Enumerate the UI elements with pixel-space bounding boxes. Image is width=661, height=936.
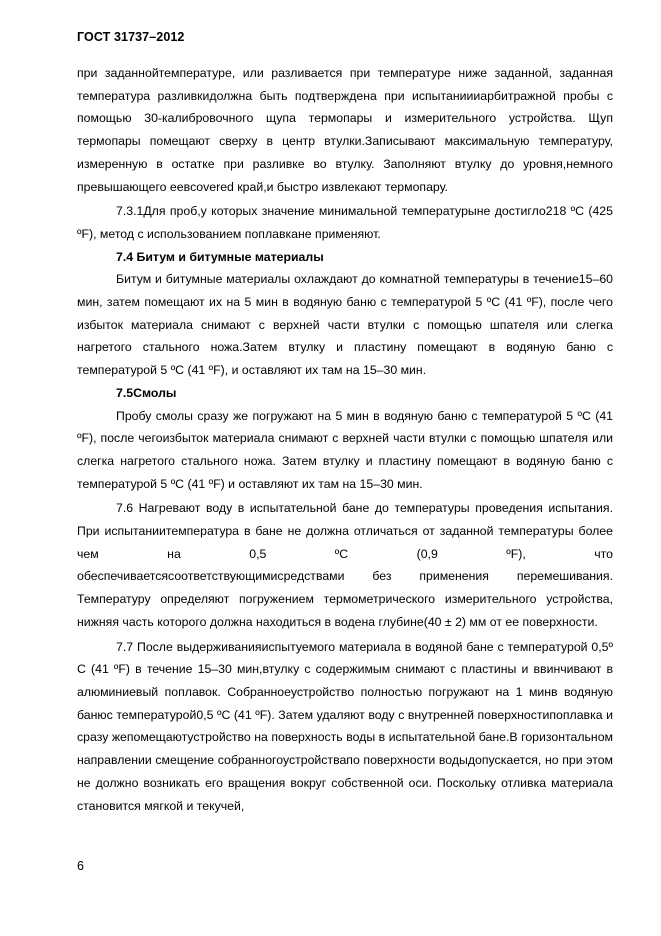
paragraph-7-5: Пробу смолы сразу же погружают на 5 мин в водяную баню с температурой 5 ºC (41 ºF), после чегоизбыток материала снимают с верхней части втулки с помощью шпателя или слегка нагретого стального ножа. Затем втулку и пластину помещают в водяную баню с температурой 5 ºC (41 ºF) и оставляют их там на 15–30 мин. bbox=[77, 408, 613, 491]
paragraph-7-6-part1: 7.6 Нагревают воду в испытательной бане до температуры проведения испытания. При испытаниитемпература в бане не должна отличаться от заданной температуры более чем на 0,5 ºC (0,9 ºF), что bbox=[77, 501, 613, 561]
section-heading-7-4: 7.4 Битум и битумные материалы bbox=[116, 249, 324, 264]
paragraph-7-7: 7.7 После выдерживанияиспытуемого материала в водяной бане с температурой 0,5º C (41 ºF) в течение 15–30 мин,втулку с содержимым снимают с пластины и ввинчивают в алюминиевый поплавок. Собранноеустройство полностью погружают на 1 минв водяную банюс температурой0,5 ºC (41 ºF). Затем удаляют воду с внутренней поверхностипоплавка и сразу жепомещаютустройство на поверхность воды в испытательной бане.В горизонтальном направлении смещение собранногоустройствапо поверхности водыдопускается, но при этом не должно возникать его вращения вокруг собственной оси. Поскольку отливка материала становится мягкой и текучей, bbox=[77, 639, 613, 813]
page-body bbox=[77, 62, 613, 817]
section-heading-7-5: 7.5Смолы bbox=[116, 385, 177, 400]
paragraph-7-6-part2: обеспечиваетсясоответствующимисредствами без применения перемешивания. Температуру определяют погружением термометрического измерительного устройства, нижняя часть которого должна находиться в водена глубине(40 ± 2) мм от ее поверхности. bbox=[77, 569, 613, 629]
paragraph-continuation: при заданнойтемпературе, или разливается при температуре ниже заданной, заданная температура разливкидолжна быть подтверждена при испытаниииарбитражной пробы с помощью 30-калибровочного щупа термопары и измерительного устройства. Щуп термопары помещают сверху в центр втулки.Записывают максимальную температуру, измеренную в остатке при разливке во втулку. Заполняют втулку до уровня,немного превышающего еевcovered край,и быстро извлекают термопару. bbox=[77, 66, 613, 194]
paragraph-7-4: Битум и битумные материалы охлаждают до комнатной температуры в течение15–60 мин, затем помещают их на 5 мин в водяную баню с температурой 5 ºC (41 ºF), после чего избыток материала снимают с верхней части втулки с помощью шпателя или слегка нагретого стального ножа.Затем втулку и пластину помещают в водяную баню с температурой 5 ºC (41 ºF), и оставляют их там на 15–30 мин. bbox=[77, 272, 613, 378]
page-number: 6 bbox=[77, 859, 84, 873]
paragraph-7-3-1: 7.3.1Для проб,у которых значение минимальной температурыне достигло218 ºC (425 ºF), метод с использованием поплавкане применяют. bbox=[77, 204, 613, 241]
document-header: ГОСТ 31737–2012 bbox=[77, 30, 185, 44]
